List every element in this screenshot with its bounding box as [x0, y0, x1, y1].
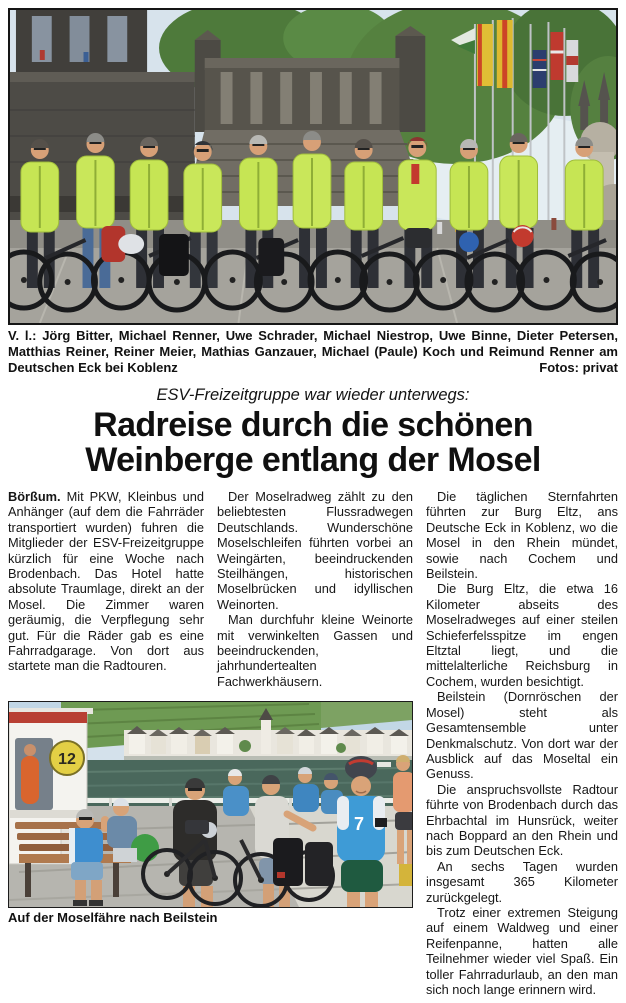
photo-group-deutsches-eck	[8, 8, 618, 325]
headline-line-1: Radreise durch die schönen	[93, 406, 533, 444]
photo-credit: Fotos: privat	[533, 360, 618, 376]
paragraph-text: Mit PKW, Kleinbus und Anhänger (auf dem die Fahrräder transportiert wurden) fuhren die Mitglieder der ESV-Freizeitgruppe kürzlich für eine Woche nach Brodenbach. Das Hotel hatte absolute Traumlage, direkt an der Mosel. Die Zimmer waren geräumig, die Verpflegung sehr gut. Für die Räder gab es eine Fahrradgarage. Von dort aus startete man die Radtouren.	[8, 489, 204, 674]
jersey-number: 7	[353, 814, 365, 835]
text-columns-1-2	[8, 489, 413, 689]
paragraph: Man durchfuhr kleine Weinorte mit verwinkelten Gassen und beeindruckenden, jahrhundertealten Fachwerkhäusern.	[217, 612, 413, 689]
paragraph: Die anspruchsvollste Radtour führte von Brodenbach durch das Ehrbachtal im Hunsrück, weiter nach Boppard an den Rhein und bis zum Deutschen Eck.	[426, 781, 618, 859]
pannier	[305, 842, 333, 886]
photo-caption-bottom: Auf der Moselfähre nach Beilstein	[8, 910, 218, 926]
paragraph: Die täglichen Sternfahrten führten zur Burg Eltz, ans Deutsche Eck in Koblenz, wo die Mosel in den Rhein mündet, sowie nach Cochem und Beilstein.	[426, 489, 618, 582]
rack-bag	[185, 820, 209, 834]
ferry-sign-number: 12	[58, 751, 76, 769]
article-left-area	[8, 489, 413, 997]
crew-member-orange	[21, 756, 39, 804]
headline-line-2: Weinberge entlang der Mosel	[85, 441, 541, 479]
column-1	[8, 489, 204, 689]
photo-caption-text: V. l.: Jörg Bitter, Michael Renner, Uwe Schrader, Michael Niestrop, Uwe Binne, Dieter Petersen, Matthias Reiner, Reiner Meier, Mathias Ganzauer, Michael (Paule) Koch und Reimund Renner am Deutschen Eck bei Koblenz	[8, 328, 618, 375]
church-tower	[261, 720, 271, 754]
paragraph: Die Burg Eltz, die etwa 16 Kilometer abseits des Moselradweges auf einer steilen Schieferfelsspitze im engen Eltztal liegt, und die mittelalterliche Reichsburg in Cochem, wurden besichtigt.	[426, 581, 618, 689]
black-armband	[375, 818, 387, 827]
column-3	[426, 489, 618, 997]
column-2	[217, 489, 413, 689]
article-body	[8, 489, 618, 997]
headline	[8, 408, 618, 478]
black-pannier	[258, 238, 284, 276]
photo-mosel-ferry	[8, 701, 413, 908]
blue-helmet	[459, 232, 479, 252]
paragraph: An sechs Tagen wurden insgesamt 365 Kilometer zurückgelegt.	[426, 858, 618, 905]
photo-top-illustration	[10, 10, 616, 323]
pannier	[273, 838, 303, 886]
paragraph	[8, 489, 204, 674]
white-helmet	[118, 234, 144, 254]
green-shorts	[341, 860, 383, 892]
photo-bottom-illustration	[9, 702, 412, 907]
dateline: Börßum.	[8, 489, 61, 504]
yellow-deck-equipment	[399, 864, 412, 886]
paragraph: Beilstein (Dornröschen der Mosel) steht als Gesamtensemble unter Denkmalschutz. Von dort war der Ausblick auf das Moseltal ein Genuss.	[426, 689, 618, 782]
photo-caption-top	[8, 328, 618, 376]
paragraph: Der Moselradweg zählt zu den beliebtesten Flussradwegen Deutschlands. Wunderschöne Moselschleifen führten vorbei an Weingärten, beeindruckenden Steilhängen, historischen Moselbrücken und idyllischen Weinorten.	[217, 489, 413, 612]
distant-boat	[377, 762, 391, 767]
paragraph: Trotz einer extremen Steigung auf einem Waldweg und einer Reifenpanne, hatten alle Teilnehmer wieder viel Spaß. Ein toller Fahrradurlaub, an den man sich noch lange erinnern wird.	[426, 904, 618, 997]
black-pannier	[159, 234, 189, 276]
kicker-line: ESV-Freizeitgruppe war wieder unterwegs:	[156, 386, 470, 404]
handlebar-basket	[405, 228, 431, 248]
